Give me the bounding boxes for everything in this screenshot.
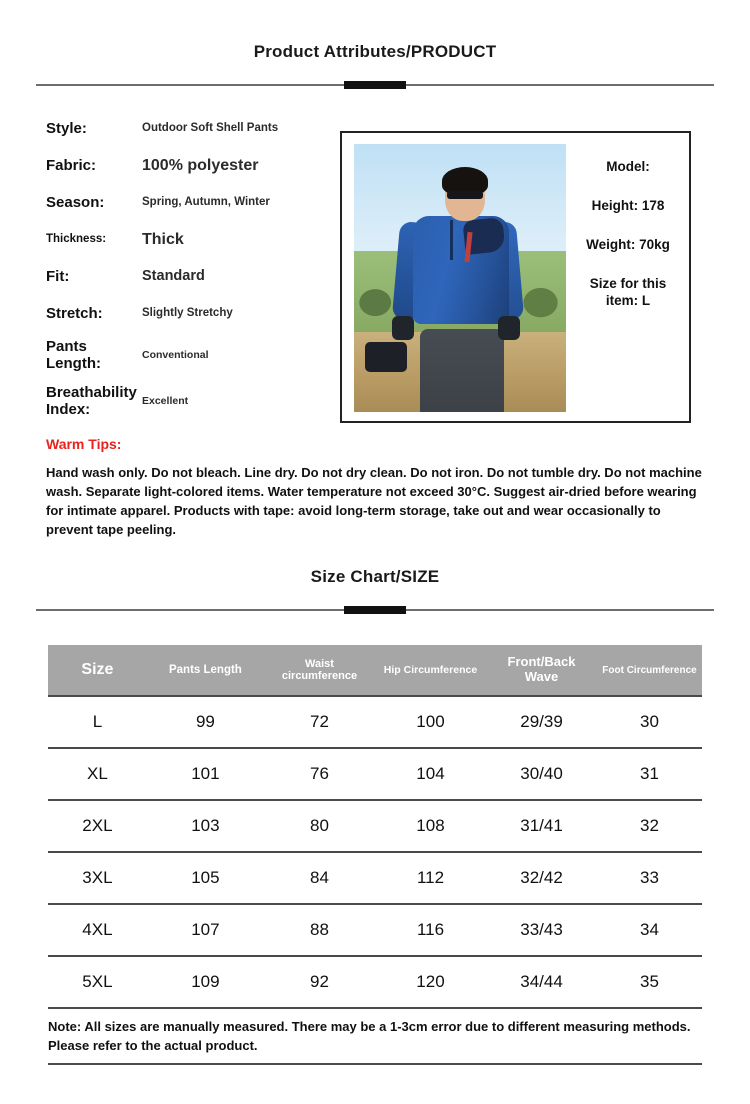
- model-left-glove: [392, 316, 414, 340]
- size-chart-title: Size Chart/SIZE: [310, 567, 440, 587]
- attribute-value-thickness: Thick: [142, 230, 184, 248]
- cell-pants-length: 99: [147, 696, 264, 748]
- attribute-value-fabric: 100% polyester: [142, 156, 259, 174]
- table-row: [48, 696, 702, 748]
- attribute-label-breathability: Breathability Index:: [46, 383, 137, 418]
- model-photo: [354, 144, 566, 412]
- warm-tips-section: [46, 436, 704, 539]
- model-info-height: Height: 178: [591, 197, 665, 213]
- cell-front-back: 32/42: [486, 852, 597, 904]
- size-chart-note: Note: All sizes are manually measured. There may be a 1-3cm error due to different measuring methods. Please refer to the actual product.: [48, 1019, 691, 1053]
- attribute-row-season: [46, 190, 326, 216]
- column-header-size: Size: [48, 645, 147, 696]
- size-table-body: [48, 696, 702, 1008]
- cell-foot: 31: [597, 748, 702, 800]
- size-chart-divider: [36, 605, 714, 615]
- warm-tips-title: Warm Tips:: [46, 436, 122, 452]
- divider-center-mark: [344, 606, 406, 614]
- divider-center-mark: [344, 81, 406, 89]
- cell-pants-length: 101: [147, 748, 264, 800]
- attribute-value-season: Spring, Autumn, Winter: [142, 196, 270, 209]
- model-photo-panel: [340, 131, 691, 423]
- cell-front-back: 29/39: [486, 696, 597, 748]
- table-row: [48, 904, 702, 956]
- model-right-glove: [498, 316, 520, 340]
- attribute-label-fabric: Fabric:: [46, 157, 97, 175]
- cell-waist: 92: [264, 956, 375, 1008]
- attribute-label-style: Style:: [46, 120, 87, 138]
- cell-waist: 80: [264, 800, 375, 852]
- attribute-list: [46, 116, 326, 429]
- cell-size: 3XL: [48, 852, 147, 904]
- attribute-label-thickness: Thickness:: [46, 233, 107, 246]
- cell-foot: 32: [597, 800, 702, 852]
- cell-waist: 76: [264, 748, 375, 800]
- attribute-row-style: [46, 116, 326, 142]
- attribute-row-fit: [46, 264, 326, 290]
- attribute-value-breathability: Excellent: [142, 394, 189, 407]
- cell-waist: 88: [264, 904, 375, 956]
- cell-hip: 112: [375, 852, 486, 904]
- attribute-row-stretch: [46, 301, 326, 327]
- table-row: [48, 852, 702, 904]
- attribute-value-stretch: Slightly Stretchy: [142, 307, 233, 320]
- cell-front-back: 33/43: [486, 904, 597, 956]
- product-attributes-title: Product Attributes/PRODUCT: [253, 42, 497, 61]
- cell-foot: 35: [597, 956, 702, 1008]
- cell-hip: 104: [375, 748, 486, 800]
- attribute-label-pants-length: Pants Length:: [46, 338, 101, 373]
- cell-pants-length: 109: [147, 956, 264, 1008]
- cell-size: 5XL: [48, 956, 147, 1008]
- column-header-pants-length: Pants Length: [147, 645, 264, 696]
- attribute-row-pants-length: [46, 338, 326, 373]
- cell-hip: 120: [375, 956, 486, 1008]
- attribute-label-fit: Fit:: [46, 268, 70, 286]
- column-header-waist-circumference: Waist circumference: [264, 645, 375, 696]
- model-info-title: Model:: [606, 159, 650, 174]
- cell-size: XL: [48, 748, 147, 800]
- attribute-label-stretch: Stretch:: [46, 305, 103, 323]
- cell-hip: 116: [375, 904, 486, 956]
- column-header-hip-circumference: Hip Circumference: [375, 645, 486, 696]
- attribute-row-thickness: [46, 227, 326, 253]
- sunglasses-icon: [447, 191, 483, 199]
- table-row: [48, 748, 702, 800]
- attribute-label-season: Season:: [46, 194, 105, 212]
- model-jacket-zipper: [450, 220, 453, 260]
- column-header-foot-circumference: Foot Circumference: [597, 645, 702, 696]
- cell-size: L: [48, 696, 147, 748]
- attribute-value-style: Outdoor Soft Shell Pants: [142, 122, 279, 135]
- cell-size: 4XL: [48, 904, 147, 956]
- attribute-value-pants-length: Conventional: [142, 349, 209, 362]
- model-info: [574, 159, 682, 331]
- model-pants: [420, 329, 504, 412]
- attribute-row-fabric: [46, 153, 326, 179]
- attributes-and-photo-block: [0, 116, 750, 436]
- model-info-size: Size for this item: L: [589, 275, 667, 308]
- cell-hip: 100: [375, 696, 486, 748]
- cell-front-back: 31/41: [486, 800, 597, 852]
- cell-front-back: 34/44: [486, 956, 597, 1008]
- table-row: [48, 800, 702, 852]
- photo-model-figure: [354, 144, 566, 412]
- cell-pants-length: 107: [147, 904, 264, 956]
- cell-pants-length: 103: [147, 800, 264, 852]
- cell-hip: 108: [375, 800, 486, 852]
- table-row: [48, 956, 702, 1008]
- cell-foot: 33: [597, 852, 702, 904]
- column-header-front-back-wave: Front/Back Wave: [486, 645, 597, 696]
- model-bag: [365, 342, 407, 372]
- model-info-weight: Weight: 70kg: [586, 236, 670, 252]
- cell-foot: 34: [597, 904, 702, 956]
- cell-waist: 72: [264, 696, 375, 748]
- attribute-value-fit: Standard: [142, 268, 205, 285]
- cell-front-back: 30/40: [486, 748, 597, 800]
- attribute-row-breathability: [46, 384, 326, 419]
- cell-foot: 30: [597, 696, 702, 748]
- table-header-row: [48, 645, 702, 696]
- warm-tips-body: Hand wash only. Do not bleach. Line dry. Do not dry clean. Do not iron. Do not tumble dry. Do not machine wash. Separate light-colored items. Water temperature not exceed 30°C. Suggest air-dried before wearing for intimate apparel. Products with tape: avoid long-term storage, take out and wear occasionally to prevent tape peeling.: [46, 465, 702, 537]
- cell-waist: 84: [264, 852, 375, 904]
- attributes-divider: [36, 80, 714, 90]
- size-chart-table: [48, 645, 702, 1009]
- size-chart-bottom-rule: [48, 1063, 702, 1065]
- cell-size: 2XL: [48, 800, 147, 852]
- cell-pants-length: 105: [147, 852, 264, 904]
- size-table-wrap: [48, 645, 702, 1009]
